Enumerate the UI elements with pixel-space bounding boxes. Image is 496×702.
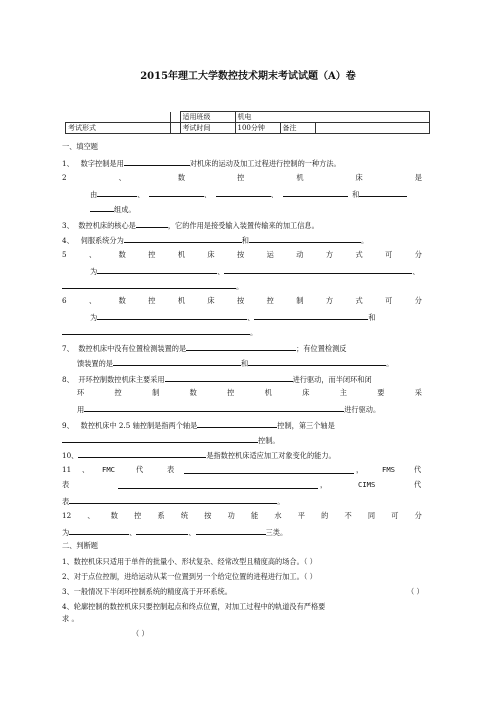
question-char: 代 [414, 480, 422, 489]
question-char: 床 [355, 173, 363, 182]
class-label-cell: 适用班级 [180, 112, 235, 123]
answer-blank[interactable] [254, 311, 368, 320]
question-number: 11 [62, 465, 72, 474]
question-char: 床 [207, 296, 215, 305]
question-text: 对机床的运动及加工过程进行控制的一种方法。 [189, 159, 341, 168]
answer-blank[interactable] [136, 219, 168, 228]
exam-time-value-cell: 100分钟 [235, 123, 280, 134]
question-8-line3 [77, 403, 380, 415]
question-char: 数 [177, 173, 186, 182]
question-text: 三类。 [265, 528, 288, 537]
question-char: 式 [355, 250, 363, 259]
question-text: 和 [352, 190, 360, 199]
question-number: 8、 [62, 375, 74, 384]
answer-blank[interactable] [186, 342, 296, 351]
answer-blank[interactable] [124, 234, 242, 243]
question-char: 、 [87, 511, 95, 520]
question-text: ， [356, 465, 364, 474]
question-char: 表 [62, 480, 70, 489]
question-number: 6 [62, 296, 67, 305]
question-text: 和 [241, 236, 249, 245]
question-text: 伺服系统分为 [80, 236, 124, 245]
question-text: 进行驱动，而半闭环和闭 [292, 375, 372, 384]
question-text: 由 [90, 190, 98, 199]
answer-blank[interactable] [149, 188, 204, 197]
question-char: 方 [325, 250, 334, 259]
question-char: 系 [157, 511, 165, 520]
question-text: 。 [386, 359, 394, 368]
question-text: 数控机床中没有位置检测装置的是 [78, 344, 187, 353]
question-7 [62, 342, 347, 354]
question-char: 分 [414, 511, 422, 520]
exam-form-label-cell: 考试形式 [66, 123, 171, 134]
blank-cell [66, 112, 171, 123]
question-char: 控 [237, 173, 245, 182]
question-char: 方 [325, 296, 334, 305]
table-row [66, 112, 430, 123]
question-text: 3、一般情况下半闭环控制系统的精度高于开环系统。 [62, 587, 232, 596]
question-char: 可 [391, 511, 399, 520]
question-6-spread [62, 296, 422, 306]
exam-info-table [65, 111, 430, 134]
question-text: 数控机床中 2.5 轴控制是指两个轴是 [80, 421, 198, 430]
question-char: 机 [264, 388, 272, 397]
question-text: ， [320, 480, 328, 489]
question-12-spread [62, 511, 422, 521]
question-char: 、 [118, 173, 126, 182]
question-text: 和 [368, 313, 376, 322]
answer-blank[interactable] [197, 419, 277, 428]
question-text: 、 [137, 190, 145, 199]
question-char: 水 [274, 511, 282, 520]
question-text: 开环控制数控机床主要采用 [78, 375, 165, 384]
question-8 [62, 373, 372, 385]
question-char: 控 [227, 388, 235, 397]
question-text: 为 [62, 528, 70, 537]
question-char: 床 [302, 388, 310, 397]
answer-blank[interactable] [78, 449, 206, 458]
question-char: 控 [134, 511, 142, 520]
question-text: 。 [277, 497, 285, 506]
question-char: 机 [296, 173, 304, 182]
question-text: 、 [129, 528, 137, 537]
question-text: 为 [90, 267, 98, 276]
answer-parentheses[interactable]: （ ） [132, 629, 149, 638]
question-text: 进行驱动。 [344, 405, 381, 414]
question-char: 功 [227, 511, 235, 520]
question-char: 控 [148, 296, 156, 305]
answer-blank[interactable] [184, 465, 354, 474]
question-text: 、 [188, 528, 196, 537]
question-text: 控制，第三个轴是 [277, 421, 335, 430]
section-heading-judge: 二、判断题 [62, 541, 98, 550]
blank-cell [170, 112, 180, 123]
question-char: 机 [177, 296, 186, 305]
answer-blank[interactable] [359, 188, 407, 197]
question-char: 按 [204, 511, 212, 520]
question-char: 能 [250, 511, 259, 520]
question-10 [62, 449, 336, 461]
question-char: 是 [414, 173, 422, 182]
question-char: 分 [414, 296, 422, 305]
exam-time-label-cell: 考试时间 [180, 123, 235, 134]
answer-blank[interactable] [113, 357, 241, 366]
question-4 [62, 234, 368, 246]
question-text: 、 [412, 267, 420, 276]
answer-blank[interactable] [249, 234, 361, 243]
answer-blank[interactable] [248, 357, 386, 366]
question-11-line3 [62, 495, 284, 507]
question-text: 数控机床的核心是 [78, 221, 136, 230]
question-text: 、 [217, 267, 225, 276]
class-value-cell: 机电 [235, 112, 430, 123]
answer-blank[interactable] [62, 326, 250, 335]
remark-value-cell [315, 123, 430, 134]
question-char: 按 [237, 296, 245, 305]
question-char: 控 [114, 388, 122, 397]
question-text: 组成。 [114, 205, 136, 214]
question-char: 平 [297, 511, 305, 520]
question-char: 数 [189, 388, 197, 397]
question-text: 和 [240, 359, 249, 368]
question-text: ，它的作用是接受输入装置传输来的加工信息。 [167, 221, 319, 230]
question-number: 3、 [62, 221, 74, 230]
question-text: 用 [77, 405, 85, 414]
question-char: 动 [296, 250, 304, 259]
question-text: 数字控制是用 [80, 159, 124, 168]
question-char: 不 [344, 511, 352, 520]
question-number: 2 [62, 173, 67, 182]
question-char: 要 [377, 388, 385, 397]
answer-blank[interactable] [216, 188, 271, 197]
question-9-line2 [62, 434, 280, 446]
fmc-term: FMC [102, 465, 115, 474]
answer-parentheses[interactable]: （ ） [407, 587, 424, 596]
judge-question-2: 2、对于点位控制，进给运动从某一位置到另一个给定位置的进程进行加工。（ ） [62, 572, 317, 581]
question-char: 数 [118, 250, 126, 259]
question-number: 10、 [62, 451, 79, 460]
answer-blank[interactable] [62, 434, 258, 443]
answer-blank[interactable] [62, 280, 236, 289]
question-text: ；有位置检测反 [296, 344, 347, 353]
question-char: 的 [321, 511, 329, 520]
question-9 [62, 419, 335, 431]
question-text: 馈装置的是 [77, 359, 113, 368]
question-text: 控制。 [258, 436, 280, 445]
answer-blank[interactable] [97, 188, 137, 197]
answer-blank[interactable] [97, 311, 247, 320]
question-text: 是指数控机床适应加工对象变化的能力。 [206, 451, 336, 460]
question-char: 控 [148, 250, 156, 259]
judge-question-3 [62, 587, 432, 597]
answer-blank[interactable] [90, 203, 114, 212]
question-5-line2 [90, 265, 420, 277]
section-heading-fill: 一、填空题 [62, 142, 98, 151]
question-text: 、 [270, 190, 278, 199]
question-number: 9、 [62, 421, 74, 430]
question-char: 按 [237, 250, 245, 259]
question-text: 、 [247, 313, 255, 322]
question-text: 。 [360, 236, 369, 245]
question-char: 、 [82, 465, 90, 474]
question-number: 1、 [62, 159, 74, 168]
question-12-line2 [62, 526, 287, 538]
question-char: 、 [88, 296, 97, 305]
answer-blank[interactable] [283, 188, 348, 197]
question-char: 代 [414, 465, 422, 474]
question-char: 代 [136, 465, 144, 474]
question-number: 4、 [62, 236, 74, 245]
cims-term: CIMS [358, 480, 376, 489]
judge-question-4: 4、轮廓控制的数控机床只要控制起点和终点位置，对加工过程中的轨道没有严格要 [62, 602, 326, 611]
question-char: 主 [339, 388, 347, 397]
question-char: 床 [207, 250, 215, 259]
question-2-line2 [90, 188, 407, 200]
question-6-line3 [62, 326, 257, 338]
remark-label-cell: 备注 [280, 123, 315, 134]
answer-blank[interactable] [124, 157, 190, 166]
question-char: 表 [62, 497, 70, 506]
question-text: 。 [236, 282, 244, 291]
question-char: 统 [180, 511, 189, 520]
question-3 [62, 219, 319, 231]
question-char: 可 [385, 250, 393, 259]
question-7-line2 [77, 357, 393, 369]
question-char: 制 [296, 296, 304, 305]
question-1 [62, 157, 341, 169]
question-char: 数 [110, 511, 118, 520]
answer-blank[interactable] [224, 265, 412, 274]
question-char: 环 [77, 388, 85, 397]
exam-title: 2015年理工大学数控技术期末考试试题（A）卷 [140, 71, 356, 82]
answer-blank[interactable] [69, 495, 277, 504]
answer-blank[interactable] [165, 373, 293, 382]
question-char: 数 [118, 296, 126, 305]
question-8-spread [77, 388, 422, 398]
question-char: 表 [167, 465, 175, 474]
question-5-line3 [62, 280, 243, 292]
question-char: 可 [385, 296, 393, 305]
question-text: 为 [90, 313, 98, 322]
question-number: 7、 [62, 344, 74, 353]
answer-blank[interactable] [118, 480, 318, 489]
judge-question-4-line2: 求 。 [62, 614, 79, 623]
exam-form-value-cell [170, 123, 180, 134]
question-6-line2 [90, 311, 376, 323]
question-char: 、 [88, 250, 97, 259]
question-5-spread [62, 250, 422, 260]
question-char: 采 [414, 388, 422, 397]
answer-blank[interactable] [196, 526, 266, 535]
question-char: 机 [177, 250, 186, 259]
answer-blank[interactable] [84, 403, 344, 412]
question-char: 式 [355, 296, 363, 305]
question-char: 分 [414, 250, 422, 259]
answer-blank[interactable] [136, 526, 188, 535]
answer-blank[interactable] [97, 265, 217, 274]
question-2-line3 [90, 203, 136, 215]
answer-blank[interactable] [69, 526, 129, 535]
question-2-spread [62, 173, 422, 183]
question-char: 运 [266, 250, 274, 259]
question-text: 。 [250, 328, 258, 337]
question-char: 控 [266, 296, 274, 305]
fms-term: FMS [382, 465, 395, 474]
question-number: 5 [62, 250, 67, 259]
question-char: 制 [152, 388, 160, 397]
question-number: 12 [62, 511, 72, 520]
table-row [66, 123, 430, 134]
judge-question-1: 1、数控机床只适用于单件的批量小、形状复杂、经常改型且精度高的场合。（ ） [62, 557, 317, 566]
question-text: 、 [203, 190, 212, 199]
question-char: 同 [367, 511, 376, 520]
